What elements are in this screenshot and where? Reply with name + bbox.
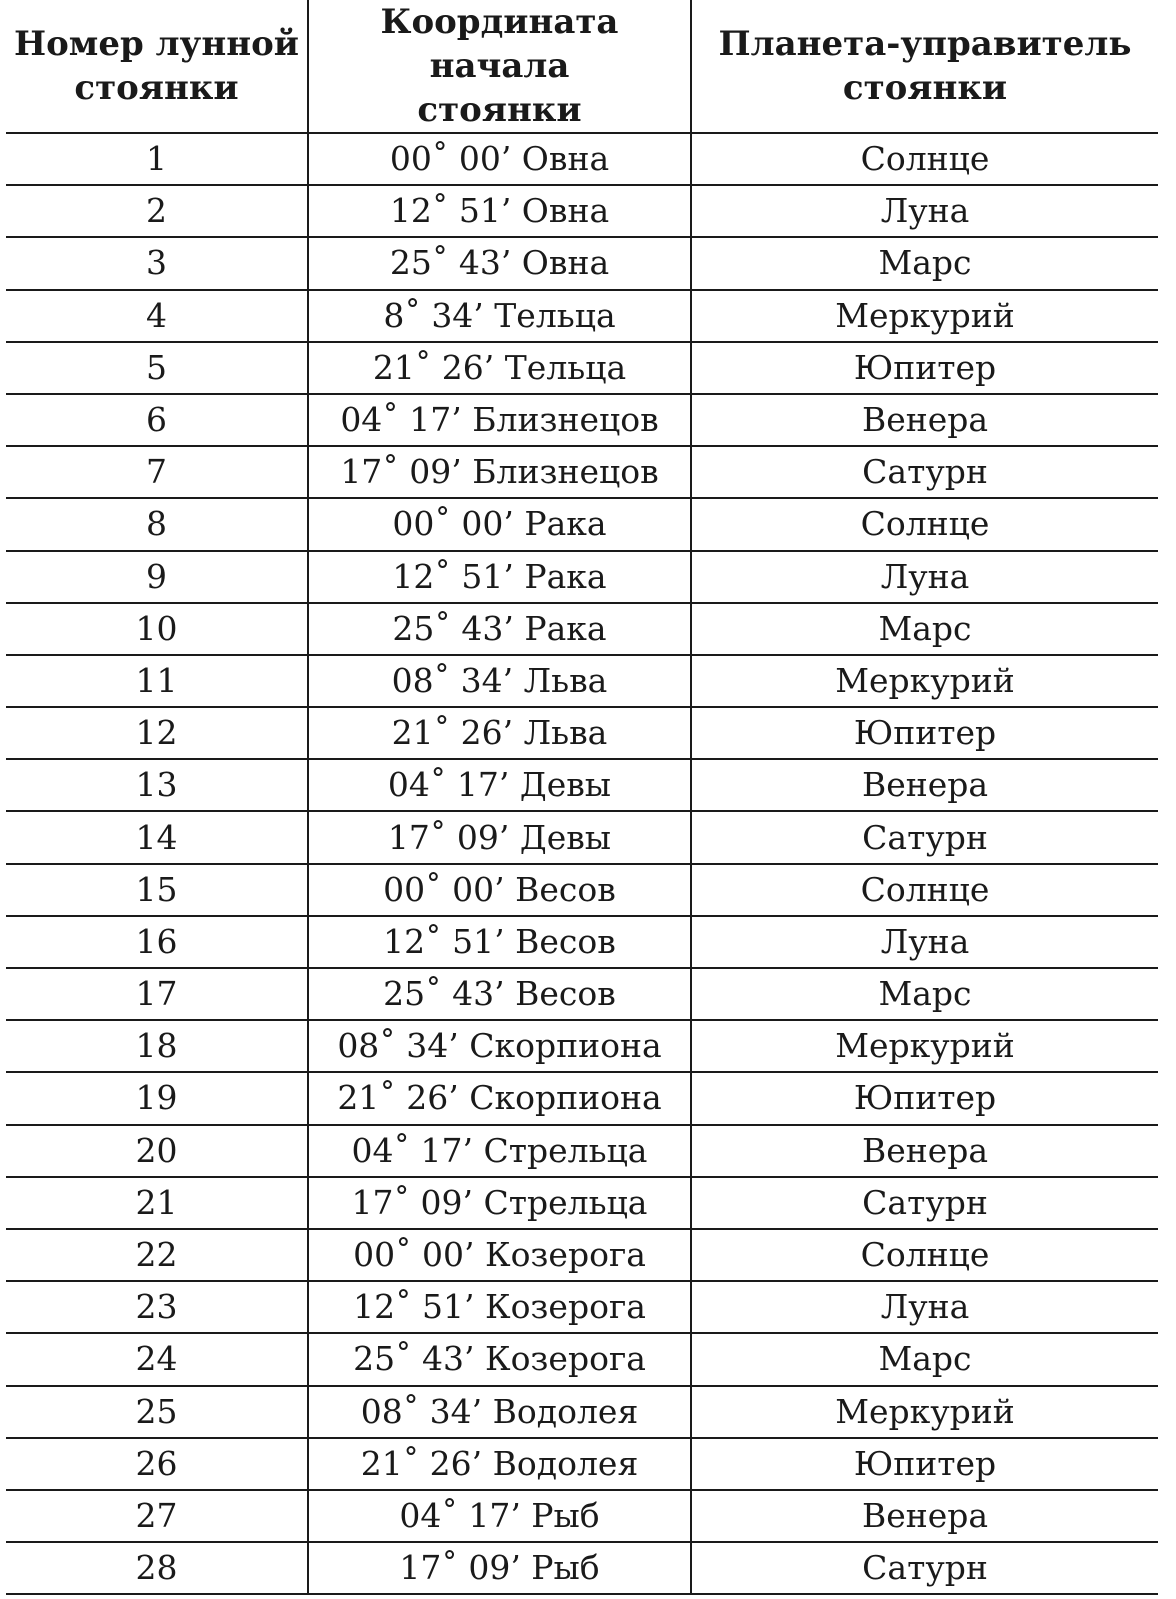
planet-cell: Юпитер [691,1438,1158,1490]
table-row [6,394,1158,446]
planet-cell: Венера [691,759,1158,811]
station-number-cell: 16 [6,916,308,968]
station-number-cell: 7 [6,446,308,498]
table-row [6,342,1158,394]
station-number-cell: 3 [6,237,308,289]
coordinate-cell: 25˚ 43’ Овна [308,237,691,289]
table-row [6,551,1158,603]
table-row [6,1386,1158,1438]
coordinate-cell: 12˚ 51’ Козерога [308,1281,691,1333]
table-row [6,290,1158,342]
planet-cell: Сатурн [691,1177,1158,1229]
coordinate-cell: 12˚ 51’ Рака [308,551,691,603]
coordinate-cell: 04˚ 17’ Рыб [308,1490,691,1542]
coordinate-cell: 04˚ 17’ Близнецов [308,394,691,446]
station-number-cell: 22 [6,1229,308,1281]
coordinate-cell: 25˚ 43’ Рака [308,603,691,655]
table-row [6,707,1158,759]
coordinate-cell: 08˚ 34’ Водолея [308,1386,691,1438]
table-row [6,759,1158,811]
station-number-cell: 28 [6,1542,308,1594]
station-number-cell: 11 [6,655,308,707]
table-row [6,1490,1158,1542]
table-row [6,864,1158,916]
planet-cell: Солнце [691,1229,1158,1281]
header-row [6,0,1158,133]
station-number-cell: 18 [6,1020,308,1072]
table-row [6,1020,1158,1072]
header-line: стоянки [842,68,1008,108]
coordinate-cell: 17˚ 09’ Рыб [308,1542,691,1594]
station-number-cell: 5 [6,342,308,394]
station-number-cell: 15 [6,864,308,916]
station-number-cell: 27 [6,1490,308,1542]
coordinate-cell: 21˚ 26’ Льва [308,707,691,759]
header-line: стоянки [74,68,239,108]
header-start-coordinate [308,0,691,133]
planet-cell: Марс [691,603,1158,655]
planet-cell: Луна [691,916,1158,968]
coordinate-cell: 25˚ 43’ Весов [308,968,691,1020]
station-number-cell: 25 [6,1386,308,1438]
table-row [6,133,1158,185]
station-number-cell: 20 [6,1125,308,1177]
station-number-cell: 21 [6,1177,308,1229]
planet-cell: Сатурн [691,1542,1158,1594]
table-row [6,1229,1158,1281]
table-row [6,603,1158,655]
planet-cell: Солнце [691,864,1158,916]
coordinate-cell: 21˚ 26’ Тельца [308,342,691,394]
table-row [6,1281,1158,1333]
station-number-cell: 8 [6,498,308,550]
coordinate-cell: 00˚ 00’ Козерога [308,1229,691,1281]
table-row [6,1125,1158,1177]
planet-cell: Солнце [691,498,1158,550]
planet-cell: Юпитер [691,342,1158,394]
coordinate-cell: 8˚ 34’ Тельца [308,290,691,342]
table-row [6,811,1158,863]
station-number-cell: 19 [6,1072,308,1124]
planet-cell: Луна [691,185,1158,237]
table-row [6,655,1158,707]
table-row [6,1438,1158,1490]
table-body [6,133,1158,1594]
header-line: стоянки [417,90,582,130]
planet-cell: Венера [691,394,1158,446]
planet-cell: Венера [691,1125,1158,1177]
planet-cell: Меркурий [691,290,1158,342]
coordinate-cell: 17˚ 09’ Девы [308,811,691,863]
coordinate-cell: 04˚ 17’ Стрельца [308,1125,691,1177]
coordinate-cell: 08˚ 34’ Льва [308,655,691,707]
table-header [6,0,1158,133]
table-row [6,1072,1158,1124]
station-number-cell: 14 [6,811,308,863]
table-row [6,968,1158,1020]
coordinate-cell: 00˚ 00’ Весов [308,864,691,916]
planet-cell: Луна [691,551,1158,603]
coordinate-cell: 17˚ 09’ Близнецов [308,446,691,498]
planet-cell: Сатурн [691,446,1158,498]
header-line: Планета-управитель [718,24,1132,64]
coordinate-cell: 21˚ 26’ Водолея [308,1438,691,1490]
coordinate-cell: 04˚ 17’ Девы [308,759,691,811]
table-row [6,1333,1158,1385]
station-number-cell: 9 [6,551,308,603]
table-row [6,1177,1158,1229]
table-row [6,1542,1158,1594]
planet-cell: Меркурий [691,1020,1158,1072]
station-number-cell: 6 [6,394,308,446]
planet-cell: Марс [691,968,1158,1020]
coordinate-cell: 08˚ 34’ Скорпиона [308,1020,691,1072]
coordinate-cell: 17˚ 09’ Стрельца [308,1177,691,1229]
planet-cell: Марс [691,237,1158,289]
lunar-stations-table [6,0,1158,1595]
coordinate-cell: 12˚ 51’ Овна [308,185,691,237]
planet-cell: Меркурий [691,655,1158,707]
planet-cell: Луна [691,1281,1158,1333]
table-row [6,185,1158,237]
header-line: Координата начала [380,2,619,86]
coordinate-cell: 25˚ 43’ Козерога [308,1333,691,1385]
table-row [6,237,1158,289]
station-number-cell: 17 [6,968,308,1020]
table-row [6,446,1158,498]
station-number-cell: 4 [6,290,308,342]
header-station-number [6,0,308,133]
station-number-cell: 2 [6,185,308,237]
coordinate-cell: 12˚ 51’ Весов [308,916,691,968]
coordinate-cell: 21˚ 26’ Скорпиона [308,1072,691,1124]
coordinate-cell: 00˚ 00’ Рака [308,498,691,550]
station-number-cell: 26 [6,1438,308,1490]
header-ruling-planet [691,0,1158,133]
table-row [6,498,1158,550]
station-number-cell: 13 [6,759,308,811]
planet-cell: Меркурий [691,1386,1158,1438]
planet-cell: Сатурн [691,811,1158,863]
station-number-cell: 1 [6,133,308,185]
table-row [6,916,1158,968]
planet-cell: Солнце [691,133,1158,185]
planet-cell: Юпитер [691,707,1158,759]
station-number-cell: 10 [6,603,308,655]
coordinate-cell: 00˚ 00’ Овна [308,133,691,185]
station-number-cell: 12 [6,707,308,759]
planet-cell: Марс [691,1333,1158,1385]
station-number-cell: 24 [6,1333,308,1385]
planet-cell: Юпитер [691,1072,1158,1124]
station-number-cell: 23 [6,1281,308,1333]
planet-cell: Венера [691,1490,1158,1542]
header-line: Номер лунной [14,24,299,64]
